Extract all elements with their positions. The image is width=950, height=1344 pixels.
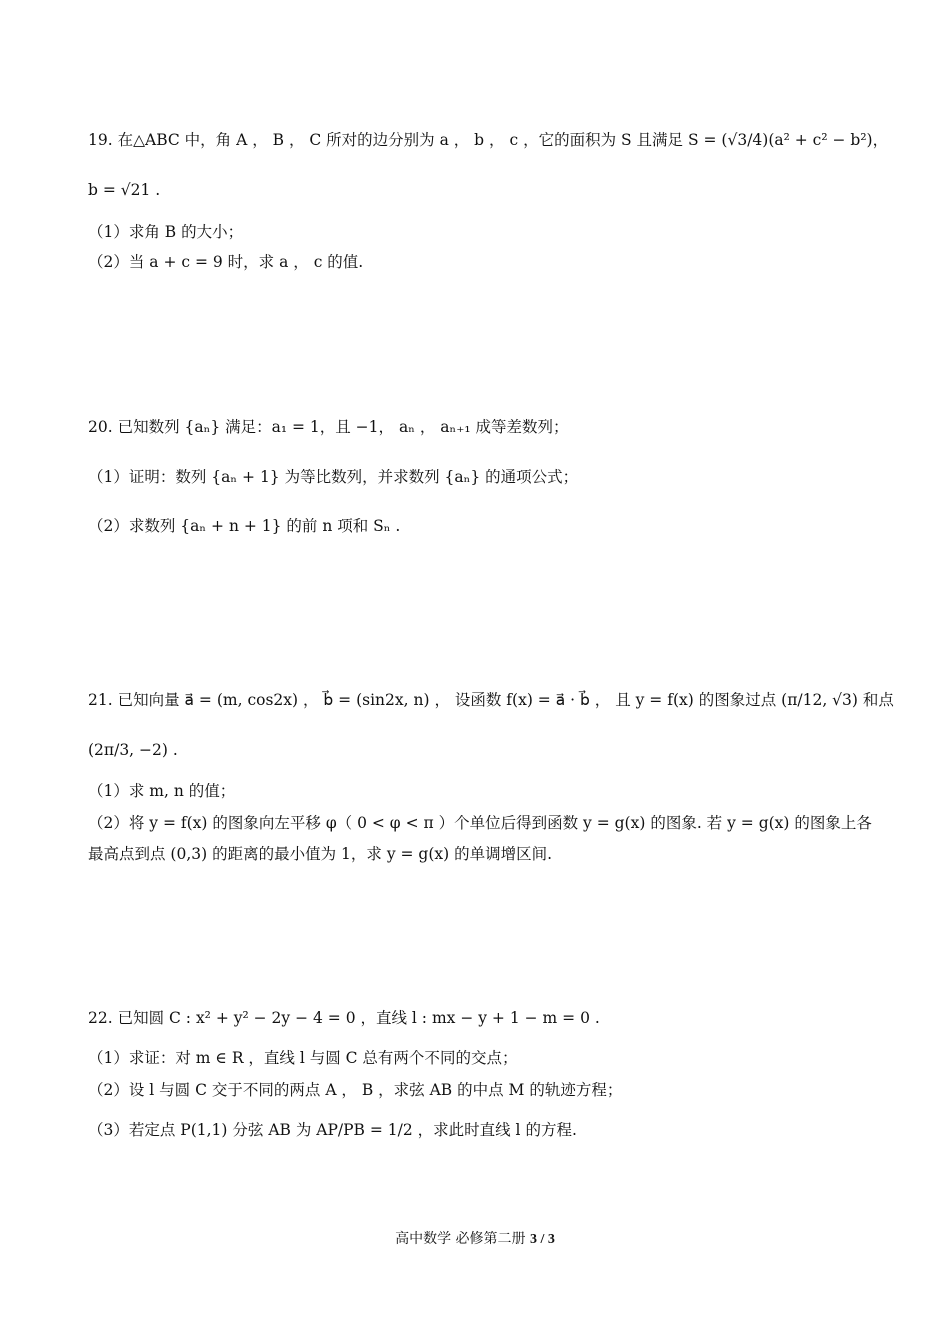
footer-page-number: 3 / 3 — [530, 1232, 555, 1247]
problem-19-stem-line-2: b = √21 . — [88, 181, 161, 199]
page-footer — [0, 1228, 950, 1248]
problem-21-stem-line-1: 21. 已知向量 a⃗ = (m, cos2x) ， b⃗ = (sin2x, n) ， 设函数 f(x) = a⃗ · b⃗ ， 且 y = f(x) 的图象过点 (π/12, √3) 和点 — [88, 691, 894, 709]
problem-22-part-1: （1）求证：对 m ∈ R ，直线 l 与圆 C 总有两个不同的交点； — [88, 1049, 518, 1067]
problem-20-stem: 20. 已知数列 {aₙ} 满足：a₁ = 1，且 −1， aₙ ， aₙ₊₁ 成等差数列； — [88, 418, 569, 436]
problem-19-stem-line-1: 19. 在△ABC 中，角 A ， B ， C 所对的边分别为 a ， b ， c ，它的面积为 S 且满足 S = (√3/4)(a² + c² − b²)， — [88, 131, 889, 149]
problem-21-part-1: （1）求 m, n 的值； — [88, 782, 236, 800]
problem-22-stem: 22. 已知圆 C : x² + y² − 2y − 4 = 0 ，直线 l : mx − y + 1 − m = 0 . — [88, 1009, 600, 1027]
footer-text: 高中数学 必修第二册 — [395, 1231, 526, 1247]
problem-22-part-3: （3）若定点 P(1,1) 分弦 AB 为 AP/PB = 1/2 ，求此时直线 l 的方程. — [88, 1121, 577, 1139]
problem-20-part-2: （2）求数列 {aₙ + n + 1} 的前 n 项和 Sₙ . — [88, 517, 401, 535]
problem-21-stem-line-2: (2π/3, −2) . — [88, 741, 178, 759]
problem-21-part-2-line-2: 最高点到点 (0,3) 的距离的最小值为 1，求 y = g(x) 的单调增区间. — [88, 845, 553, 863]
problem-19-part-2: （2）当 a + c = 9 时，求 a ， c 的值. — [88, 253, 364, 271]
problem-21-part-2-line-1: （2）将 y = f(x) 的图象向左平移 φ（ 0 < φ < π ）个单位后得到函数 y = g(x) 的图象. 若 y = g(x) 的图象上各 — [88, 814, 872, 832]
problem-20-part-1: （1）证明：数列 {aₙ + 1} 为等比数列，并求数列 {aₙ} 的通项公式； — [88, 468, 579, 486]
problem-22-part-2: （2）设 l 与圆 C 交于不同的两点 A ， B ，求弦 AB 的中点 M 的轨迹方程； — [88, 1081, 623, 1099]
problem-19-part-1: （1）求角 B 的大小； — [88, 223, 244, 241]
